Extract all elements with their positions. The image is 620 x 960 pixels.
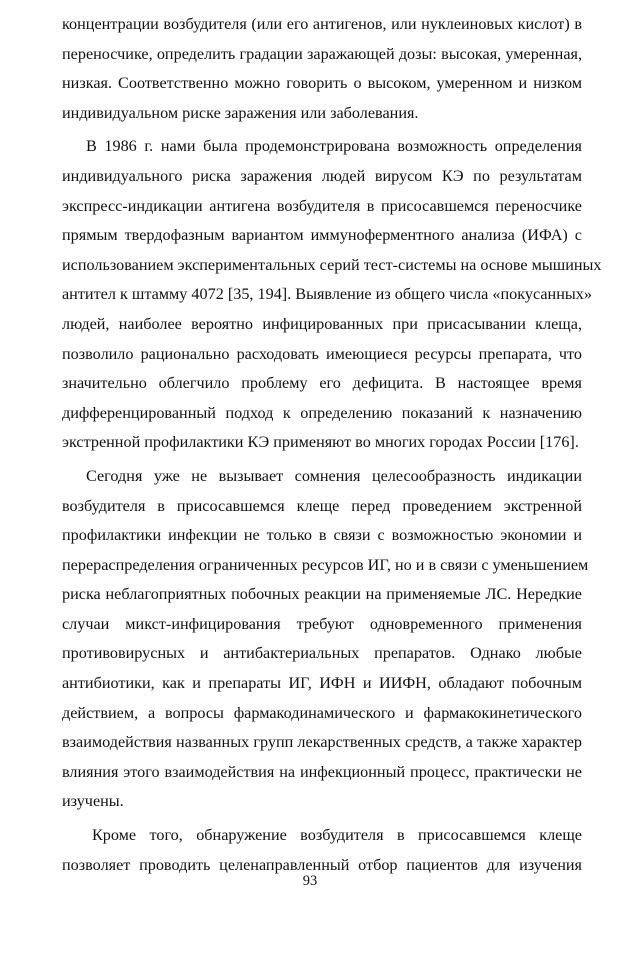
paragraph-2	[62, 132, 602, 458]
text-line: прямым твердофазным вариантом иммуноферментного анализа (ИФА) с	[62, 226, 582, 245]
text-line: переносчике, определить градации заражающей дозы: высокая, умеренная,	[62, 44, 582, 63]
text-line: антибиотики, как и препараты ИГ, ИФН и ИИФН, обладают побочным	[62, 674, 582, 693]
text-line: взаимодействия названных групп лекарственных средств, а также характер	[62, 733, 582, 752]
paragraph-4	[62, 821, 582, 880]
text-line: противовирусных и антибактериальных препаратов. Однако любые	[62, 644, 582, 663]
text-line: экспресс-индикации антигена возбудителя в присосавшемся переносчике	[62, 196, 582, 215]
text-line: дифференцированный подход к определению показаний к назначению	[62, 403, 582, 422]
text-line: действием, а вопросы фармакодинамического и фармакокинетического	[62, 703, 582, 722]
text-line: перераспределения ограниченных ресурсов ИГ, но и в связи с уменьшением	[62, 555, 589, 574]
page-number: 93	[302, 873, 318, 889]
text-line: индивидуальном риске заражения или заболевания.	[62, 103, 419, 122]
text-line: возбудителя в присосавшемся клеще перед проведением экстренной	[62, 496, 582, 515]
text-line: случаи микст-инфицирования требуют одновременного применения	[62, 614, 582, 633]
text-line: Кроме того, обнаружение возбудителя в присосавшемся клеще	[92, 826, 582, 845]
text-line: значительно облегчило проблему его дефицита. В настоящее время	[62, 374, 582, 393]
text-line: использованием экспериментальных серий тест-системы на основе мышиных	[62, 255, 602, 274]
text-line: профилактики инфекции не только в связи с возможностью экономии и	[62, 526, 582, 545]
text-line: изучены.	[62, 792, 124, 811]
text-line: позволяет проводить целенаправленный отбор пациентов для изучения	[62, 855, 582, 874]
text-line: позволило рационально расходовать имеющиеся ресурсы препарата, что	[62, 344, 582, 363]
text-line: влияния этого взаимодействия на инфекционный процесс, практически не	[62, 762, 582, 781]
text-line: В 1986 г. нами была продемонстрирована возможность определения	[86, 137, 582, 156]
text-line: людей, наиболее вероятно инфицированных при присасывании клеща,	[62, 314, 582, 333]
text-line: экстренной профилактики КЭ применяют во многих городах России [176].	[62, 433, 579, 452]
text-line: индивидуального риска заражения людей вирусом КЭ по результатам	[62, 166, 582, 185]
text-line: низкая. Соответственно можно говорить о высоком, умеренном и низком	[62, 74, 582, 93]
text-line: антител к штамму 4072 [35, 194]. Выявление из общего числа «покусанных»	[62, 285, 592, 304]
text-line: концентрации возбудителя (или его антигенов, или нуклеиновых кислот) в	[62, 15, 582, 33]
text-line: риска неблагоприятных побочных реакции на применяемые ЛС. Нередкие	[62, 585, 582, 604]
paragraph-3	[62, 462, 589, 817]
text-line: Сегодня уже не вызывает сомнения целесообразность индикации	[86, 466, 582, 485]
paragraph-1	[62, 10, 582, 128]
